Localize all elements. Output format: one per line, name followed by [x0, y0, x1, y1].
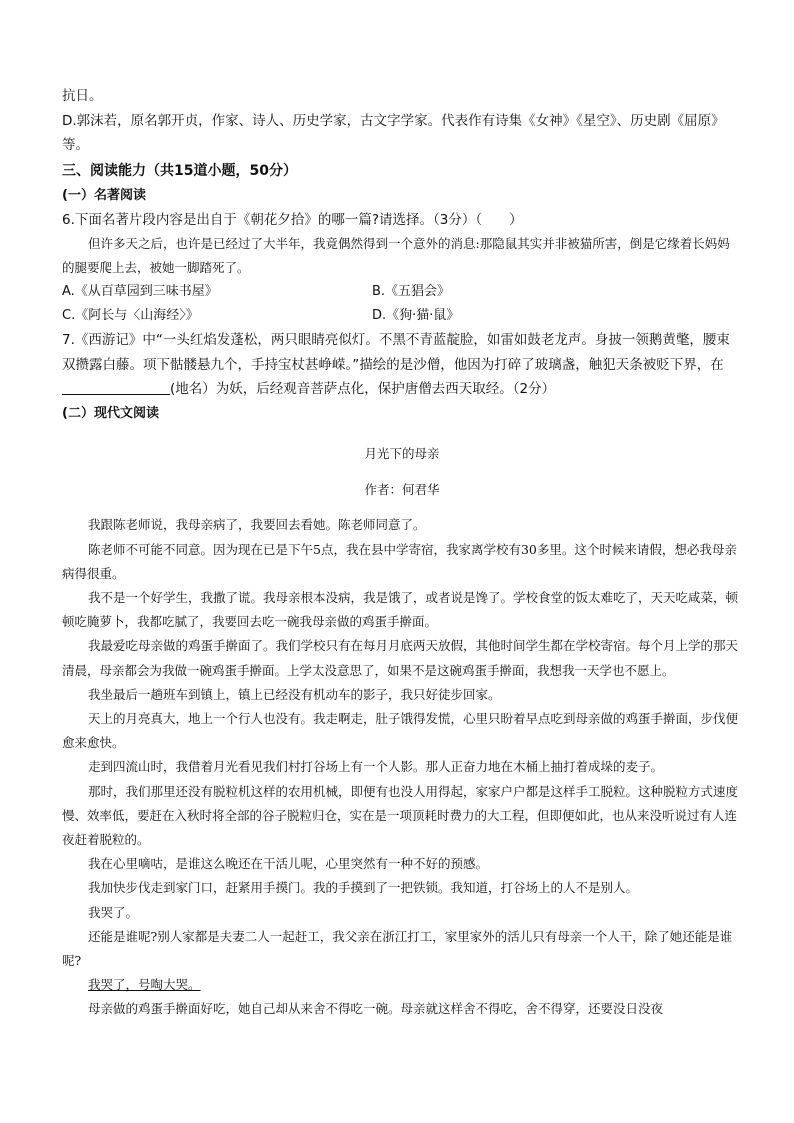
article-paragraph: 天上的月亮真大，地上一个行人也没有。我走啊走，肚子饿得发慌，心里只盼着早点吃到母亲做的鸡蛋手擀面，步伐便愈来愈快。: [62, 711, 739, 751]
article-paragraph: 我在心里嘀咕，是谁这么晚还在干活儿呢，心里突然有一种不好的预感。: [88, 856, 489, 872]
option-a[interactable]: A.《从百草园到三味书屋》: [62, 284, 218, 300]
article-paragraph: 我最爱吃母亲做的鸡蛋手擀面了。我们学校只有在每月月底两天放假，其他时间学生都在学校寄宿。每个月上学的那天清晨，母亲都会为我做一碗鸡蛋手擀面。上学太没意思了，如果不是这碗鸡蛋手擀面，我想我一天学也不愿上。: [62, 638, 739, 678]
article-paragraph: 我不是一个好学生，我撒了谎。我母亲根本没病，我是饿了，或者说是馋了。学校食堂的饭太难吃了，天天吃咸菜，顿顿吃腌萝卜，我都吃腻了，我要回去吃一碗我母亲做的鸡蛋手擀面。: [62, 590, 739, 630]
article-paragraph: 我哭了。: [88, 904, 139, 920]
article-paragraph: 我跟陈老师说，我母亲病了，我要回去看她。陈老师同意了。: [88, 517, 426, 533]
article-title: 月光下的母亲: [364, 446, 440, 462]
answer-blank[interactable]: [62, 380, 170, 395]
question-7-tail: (地名）为妖，后经观音菩萨点化，保护唐僧去西天取经。（2分）: [170, 381, 556, 398]
part1-heading: (一）名著阅读: [62, 187, 146, 203]
part2-heading: (二）现代文阅读: [62, 405, 159, 421]
article-paragraph: 我坐最后一趟班车到镇上，镇上已经没有机动车的影子，我只好徒步回家。: [88, 686, 501, 702]
option-d-previous: D.郭沫若，原名郭开贞，作家、诗人、历史学家，古文字学家。代表作有诗集《女神》《星空》、历史剧《屈原》等。: [62, 112, 725, 153]
question-7: [62, 328, 742, 402]
option-b[interactable]: B.《五猖会》: [372, 284, 451, 300]
article-paragraph: 我加快步伐走到家门口，赶紧用手摸门。我的手摸到了一把铁锁。我知道，打谷场上的人不是别人。: [88, 880, 639, 896]
question-6-stem: 6.下面名著片段内容是出自于《朝花夕拾》的哪一篇?请选择。（3分）（ ）: [62, 211, 523, 228]
question-7-text: 7.《西游记》中“一头红焰发蓬松，两只眼睛亮似灯。不黑不青蓝靛脸，如雷如鼓老龙声。身披一领鹅黄氅，腰束双攒露白藤。项下骷髅悬九个，手持宝杖甚峥嵘。”描绘的是沙僧，他因为打碎了玻璃盏，触犯天条被贬下界，在: [62, 332, 730, 373]
underlined-sentence: 我哭了，号啕大哭。: [88, 977, 201, 993]
article-body: [62, 513, 742, 1021]
option-c[interactable]: C.《阿长与〈山海经〉》: [62, 308, 199, 324]
article-paragraph-underlined: [62, 973, 742, 997]
section-heading: 三、阅读能力（共15道小题，50分）: [62, 162, 297, 179]
question-6-options-row2: [62, 304, 742, 328]
continuation-line: 抗日。: [62, 88, 103, 104]
article-paragraph: 母亲做的鸡蛋手擀面好吃，她自己却从来舍不得吃一碗。母亲就这样舍不得吃，舍不得穿，还要没日没夜: [88, 1001, 664, 1017]
question-6-excerpt: 但许多天之后，也许是已经过了大半年，我竟偶然得到一个意外的消息:那隐鼠其实并非被猫所害，倒是它缘着长妈妈的腿要爬上去，被她一脚踏死了。: [62, 236, 730, 276]
article-paragraph: 那时，我们那里还没有脱粒机这样的农用机械，即便有也没人用得起，家家户户都是这样手工脱粒。这种脱粒方式速度慢、效率低，要赶在入秋时将全部的谷子脱粒归仓，实在是一项顶耗时费力的大工程，但即便如此，也从来没听说过有人连夜赶着脱粒的。: [62, 783, 739, 848]
option-d[interactable]: D.《狗·猫·鼠》: [372, 308, 460, 324]
question-6-options-row1: [62, 280, 742, 304]
article-paragraph: 还能是谁呢?别人家都是夫妻二人一起赶工，我父亲在浙江打工，家里家外的活儿只有母亲一个人干，除了她还能是谁呢?: [62, 928, 733, 969]
article-paragraph: 陈老师不可能不同意。因为现在已是下午5点，我在县中学寄宿，我家离学校有30多里。这个时候来请假，想必我母亲病得很重。: [62, 541, 737, 581]
article-paragraph: 走到四流山时，我借着月光看见我们村打谷场上有一个人影。那人正奋力地在木桶上抽打着成垛的麦子。: [88, 759, 664, 775]
article-author: 作者：何君华: [364, 481, 440, 497]
document-page: [62, 84, 742, 1022]
